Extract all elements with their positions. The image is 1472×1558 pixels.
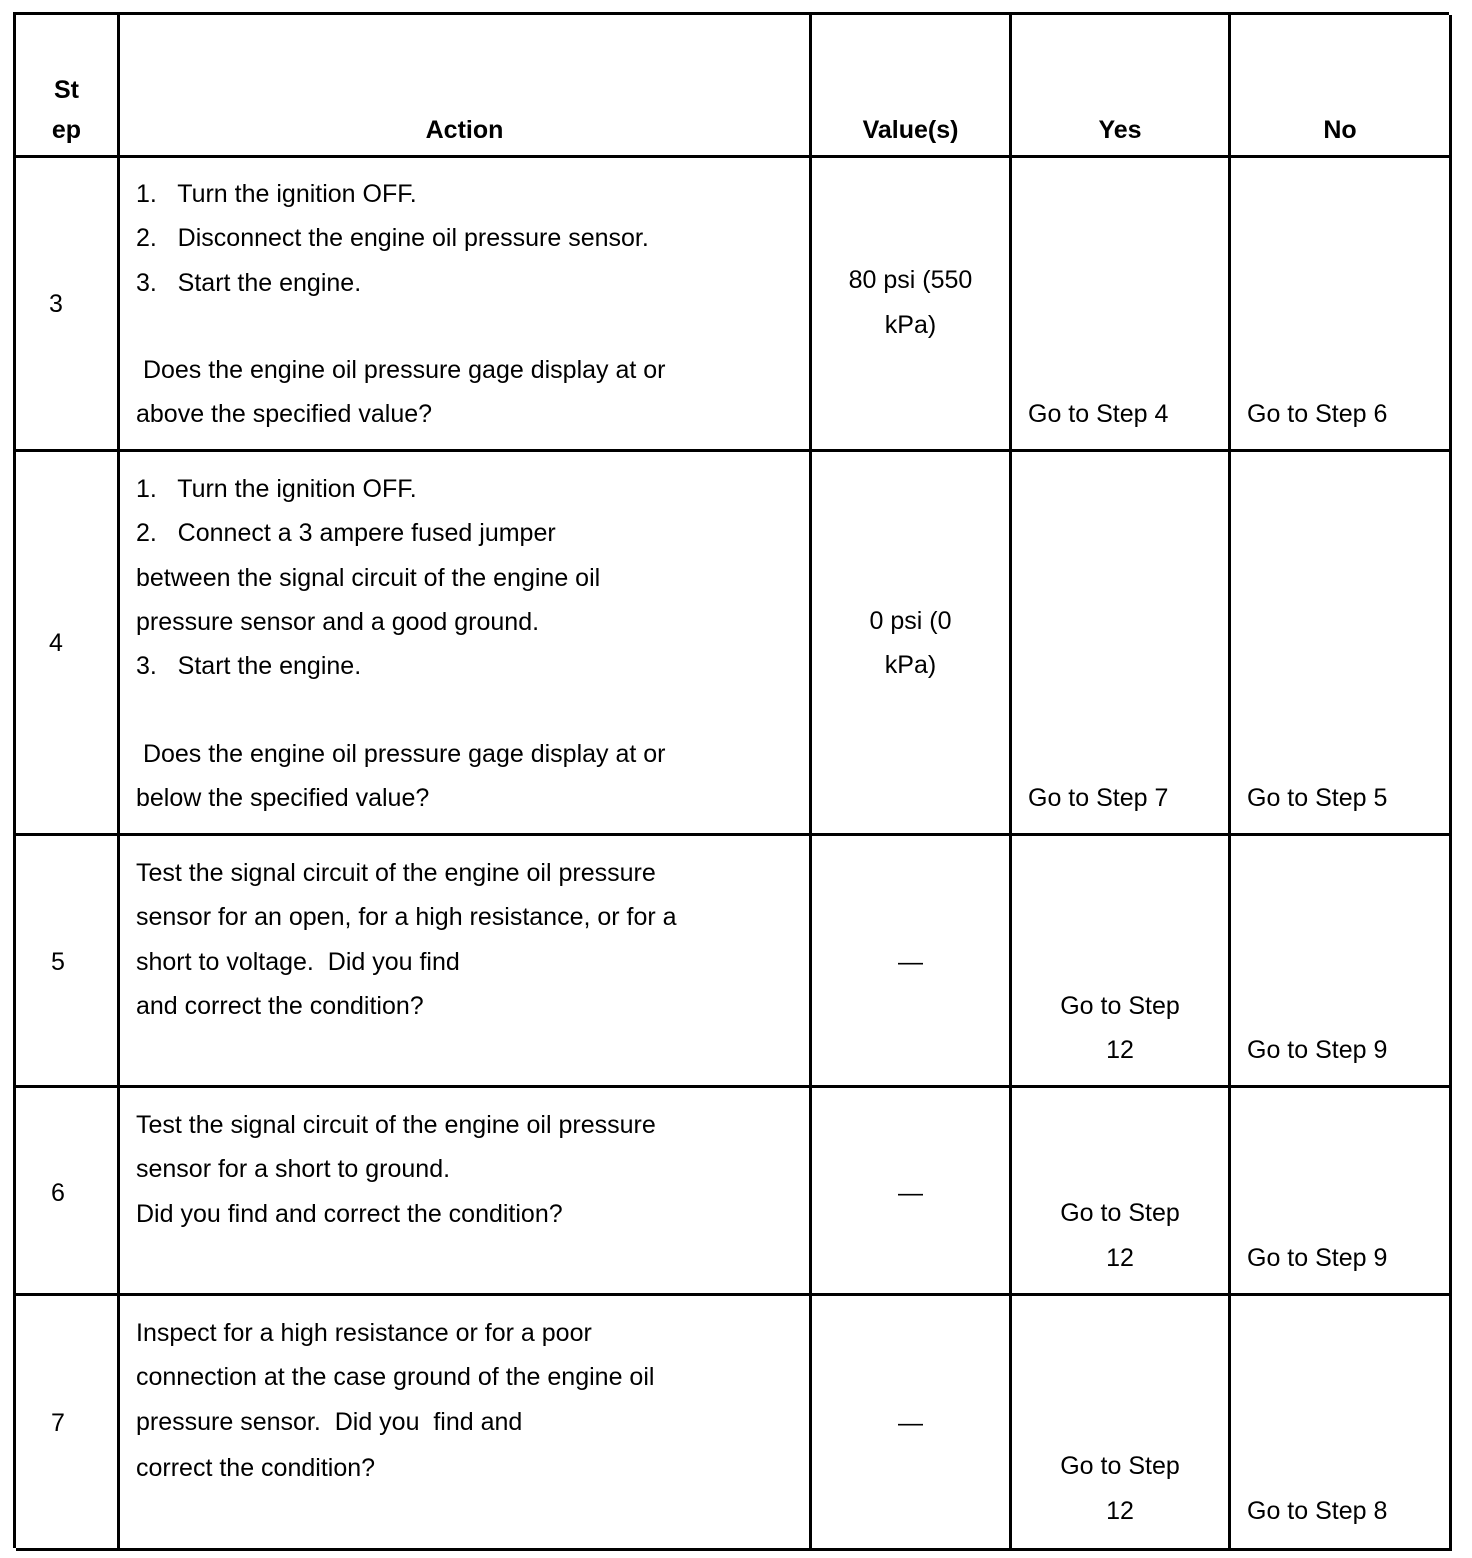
row-step-6-yes xyxy=(1012,1088,1231,1296)
row-step-6-action xyxy=(120,1088,812,1296)
header-yes xyxy=(1012,15,1231,158)
header-yes-label: Yes xyxy=(1098,116,1142,144)
step-number: 4 xyxy=(49,629,63,657)
yes-goto-link: Go to Step 7 xyxy=(1028,784,1169,812)
row-step-7-value xyxy=(812,1296,1012,1551)
row-step-4-number xyxy=(16,452,120,836)
value-line: kPa) xyxy=(884,311,937,339)
action-line: Did you find and correct the condition? xyxy=(136,1200,563,1228)
step-number: 7 xyxy=(51,1409,65,1437)
header-values-label: Value(s) xyxy=(862,116,959,144)
action-line: 2. Disconnect the engine oil pressure sensor. xyxy=(136,224,649,252)
yes-goto-link: Go to Step xyxy=(1060,1452,1180,1480)
no-goto-link: Go to Step 6 xyxy=(1247,400,1388,428)
row-step-5-value xyxy=(812,836,1012,1088)
row-step-4-action xyxy=(120,452,812,836)
action-line: pressure sensor and a good ground. xyxy=(136,608,540,636)
row-step-4-no xyxy=(1231,452,1452,836)
header-values xyxy=(812,15,1012,158)
row-step-3-no xyxy=(1231,158,1452,452)
yes-goto-link: Go to Step 4 xyxy=(1028,400,1169,428)
action-line: Inspect for a high resistance or for a poor xyxy=(136,1319,592,1347)
action-line: correct the condition? xyxy=(136,1454,376,1482)
row-step-3-action xyxy=(120,158,812,452)
action-line: below the specified value? xyxy=(136,784,430,812)
action-line: connection at the case ground of the engine oil xyxy=(136,1363,655,1391)
action-line: 1. Turn the ignition OFF. xyxy=(136,475,417,503)
no-goto-link: Go to Step 9 xyxy=(1247,1244,1388,1272)
row-step-6-no xyxy=(1231,1088,1452,1296)
step-number: 3 xyxy=(49,290,63,318)
row-step-5-yes xyxy=(1012,836,1231,1088)
row-step-7-yes xyxy=(1012,1296,1231,1551)
yes-goto-link: Go to Step xyxy=(1060,992,1180,1020)
yes-goto-link: 12 xyxy=(1106,1497,1134,1525)
header-step xyxy=(16,15,120,158)
header-step-line-2: ep xyxy=(51,116,82,144)
no-goto-link: Go to Step 9 xyxy=(1247,1036,1388,1064)
row-step-5-action xyxy=(120,836,812,1088)
no-goto-link: Go to Step 5 xyxy=(1247,784,1388,812)
yes-goto-link: 12 xyxy=(1106,1036,1134,1064)
action-line: above the specified value? xyxy=(136,400,433,428)
step-number: 6 xyxy=(51,1179,65,1207)
action-line: Does the engine oil pressure gage display at or xyxy=(136,356,666,384)
row-step-3-value xyxy=(812,158,1012,452)
action-line: pressure sensor. Did you find and xyxy=(136,1408,523,1436)
action-line: 3. Start the engine. xyxy=(136,652,362,680)
action-line: Test the signal circuit of the engine oil pressure xyxy=(136,1111,656,1139)
value-line: — xyxy=(898,1409,923,1437)
row-step-3-yes xyxy=(1012,158,1231,452)
row-step-4-value xyxy=(812,452,1012,836)
header-action xyxy=(120,15,812,158)
row-step-7-action xyxy=(120,1296,812,1551)
row-step-4-yes xyxy=(1012,452,1231,836)
diagnostic-table xyxy=(13,12,1449,1548)
value-line: kPa) xyxy=(884,651,937,679)
action-line: sensor for a short to ground. xyxy=(136,1155,451,1183)
header-no-label: No xyxy=(1323,116,1357,144)
no-goto-link: Go to Step 8 xyxy=(1247,1497,1388,1525)
row-step-5-number xyxy=(16,836,120,1088)
action-line: 3. Start the engine. xyxy=(136,269,362,297)
row-step-7-no xyxy=(1231,1296,1452,1551)
action-line: Test the signal circuit of the engine oil pressure xyxy=(136,859,656,887)
value-line: — xyxy=(898,1179,923,1207)
row-step-6-number xyxy=(16,1088,120,1296)
action-line: 1. Turn the ignition OFF. xyxy=(136,180,417,208)
value-line: 80 psi (550 xyxy=(848,266,973,294)
action-line: Does the engine oil pressure gage display at or xyxy=(136,740,666,768)
header-step-line-1: St xyxy=(54,76,79,104)
row-step-7-number xyxy=(16,1296,120,1551)
row-step-5-no xyxy=(1231,836,1452,1088)
header-no xyxy=(1231,15,1452,158)
header-action-label: Action xyxy=(425,116,504,144)
row-step-3-number xyxy=(16,158,120,452)
yes-goto-link: Go to Step xyxy=(1060,1199,1180,1227)
row-step-6-value xyxy=(812,1088,1012,1296)
action-line: and correct the condition? xyxy=(136,992,424,1020)
action-line: short to voltage. Did you find xyxy=(136,948,460,976)
value-line: 0 psi (0 xyxy=(869,607,952,635)
action-line: sensor for an open, for a high resistance, or for a xyxy=(136,903,677,931)
action-line: 2. Connect a 3 ampere fused jumper xyxy=(136,519,556,547)
value-line: — xyxy=(898,948,923,976)
yes-goto-link: 12 xyxy=(1106,1244,1134,1272)
action-line: between the signal circuit of the engine oil xyxy=(136,564,601,592)
step-number: 5 xyxy=(51,948,65,976)
